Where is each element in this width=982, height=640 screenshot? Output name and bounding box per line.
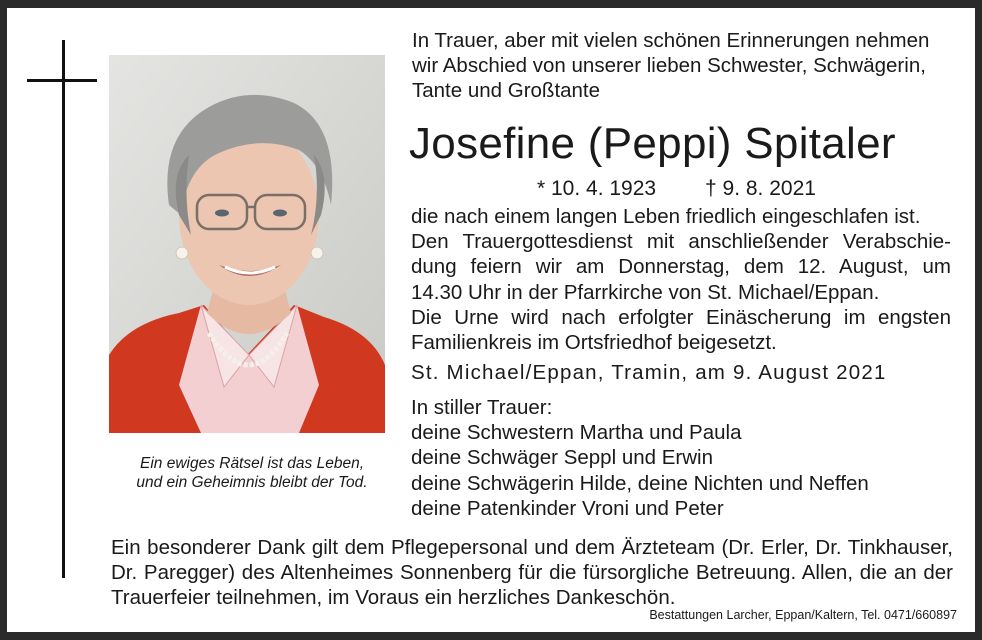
mourner-line: deine Schwäger Seppl und Erwin	[411, 446, 713, 470]
obituary-card	[7, 8, 975, 632]
intro-line: Tante und Großtante	[412, 79, 601, 102]
notice-line: Den Trauergottesdienst mit anschließender Verabschie-	[411, 230, 951, 254]
thanks-line: Dr. Paregger) des Altenheimes Sonnenberg für die fürsorgliche Betreuung. Allen, die an der	[111, 561, 953, 584]
intro-line: wir Abschied von unserer lieben Schwester, Schwägerin,	[412, 54, 926, 77]
cross-icon-bar	[27, 79, 97, 82]
notice-line: Familienkreis im Ortsfriedhof beigesetzt.	[411, 331, 777, 355]
mourner-line: deine Patenkinder Vroni und Peter	[411, 496, 724, 520]
intro-text	[412, 28, 929, 103]
notice-line: die nach einem langen Leben friedlich eingeschlafen ist.	[411, 205, 921, 228]
thanks-text	[111, 535, 953, 610]
place-date: St. Michael/Eppan, Tramin, am 9. August 2021	[411, 361, 887, 384]
mourner-line: deine Schwestern Martha und Paula	[411, 421, 742, 445]
cross-icon	[62, 40, 65, 578]
quote-line-1: Ein ewiges Rätsel ist das Leben,	[139, 455, 365, 472]
funeral-home-footer: Bestattungen Larcher, Eppan/Kaltern, Tel. 0471/660897	[649, 608, 957, 622]
thanks-line: Ein besonderer Dank gilt dem Pflegepersonal und dem Ärzteteam (Dr. Erler, Dr. Tinkhauser,	[111, 536, 953, 559]
birth-date: * 10. 4. 1923	[537, 177, 657, 200]
intro-line: In Trauer, aber mit vielen schönen Erinnerungen nehmen	[412, 29, 930, 52]
quote-line-2: und ein Geheimnis bleibt der Tod.	[136, 474, 368, 491]
death-date: † 9. 8. 2021	[705, 177, 816, 200]
notice-line: dung feiern wir am Donnerstag, dem 12. August, um	[411, 255, 951, 279]
quote	[112, 454, 392, 492]
portrait-illustration	[109, 55, 385, 433]
portrait-photo	[109, 55, 385, 433]
mourners-heading: In stiller Trauer:	[411, 396, 553, 419]
notice-line: 14.30 Uhr in der Pfarrkirche von St. Michael/Eppan.	[411, 280, 880, 304]
mourner-line: deine Schwägerin Hilde, deine Nichten und Neffen	[411, 471, 869, 495]
notice-text	[411, 204, 951, 355]
mourners	[411, 395, 869, 521]
deceased-name: Josefine (Peppi) Spitaler	[409, 119, 896, 168]
thanks-line: Trauerfeier teilnehmen, im Voraus ein herzliches Dankeschön.	[111, 586, 676, 609]
notice-line: Die Urne wird nach erfolgter Einäscherung im engsten	[411, 305, 951, 329]
